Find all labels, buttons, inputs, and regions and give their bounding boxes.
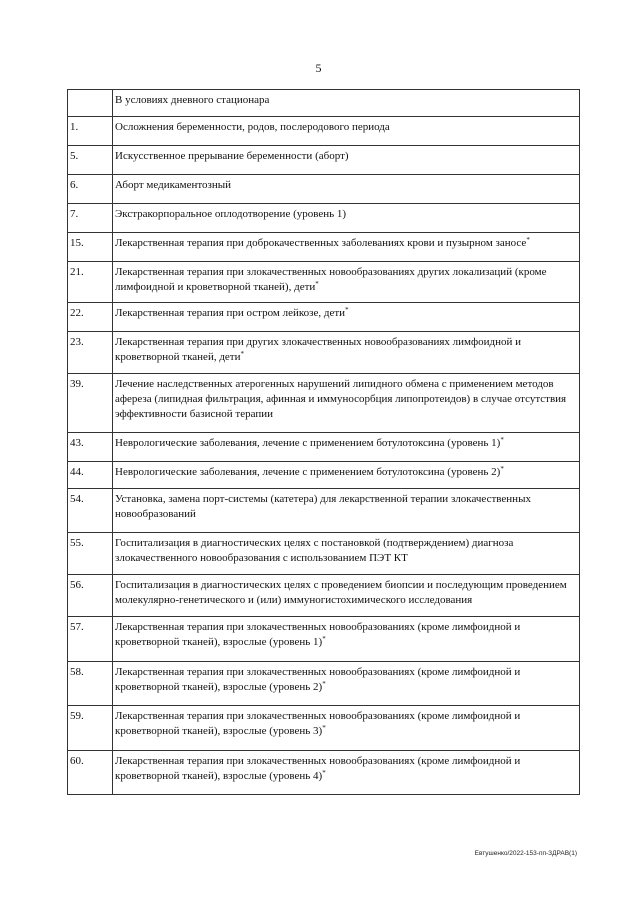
row-number: 43. <box>68 433 113 462</box>
row-description <box>113 617 580 662</box>
table-row <box>68 374 580 433</box>
row-text: Установка, замена порт-системы (катетера) для лекарственной терапии злокачественных новообразований <box>115 493 531 520</box>
table-row <box>68 332 580 374</box>
table-row <box>68 146 580 175</box>
row-number: 54. <box>68 489 113 533</box>
row-number: 56. <box>68 575 113 617</box>
row-description <box>113 706 580 751</box>
row-description <box>113 262 580 303</box>
row-description <box>113 751 580 795</box>
row-description <box>113 433 580 462</box>
footnote-star: * <box>345 306 349 314</box>
row-number: 21. <box>68 262 113 303</box>
table-row <box>68 90 580 117</box>
table-row <box>68 575 580 617</box>
table-row <box>68 204 580 233</box>
document-footer: Евтушенко/2022-153-пп-ЗДРАВ(1) <box>474 850 577 857</box>
row-text: Лекарственная терапия при злокачественных новообразованиях других локализаций (кроме лимфоидной и кроветворной тканей), дети <box>115 266 547 293</box>
row-text: Госпитализация в диагностических целях с постановкой (подтверждением) диагноза злокачественного новообразования с использованием ПЭТ КТ <box>115 537 514 564</box>
table-row <box>68 233 580 262</box>
footnote-star: * <box>526 236 530 244</box>
row-number: 6. <box>68 175 113 204</box>
table-row <box>68 175 580 204</box>
row-text: Аборт медикаментозный <box>115 179 232 191</box>
row-text: Лекарственная терапия при других злокачественных новообразованиях лимфоидной и кроветворной тканей, дети <box>115 336 522 363</box>
row-description <box>113 662 580 706</box>
table-row <box>68 751 580 795</box>
row-text: Неврологические заболевания, лечение с применением ботулотоксина (уровень 1) <box>115 437 501 449</box>
row-text: Экстракорпоральное оплодотворение (уровень 1) <box>115 208 347 220</box>
row-number: 59. <box>68 706 113 751</box>
row-number: 39. <box>68 374 113 433</box>
footnote-star: * <box>322 724 326 732</box>
table-row <box>68 617 580 662</box>
row-text: В условиях дневного стационара <box>115 94 270 106</box>
table-row <box>68 662 580 706</box>
row-number: 57. <box>68 617 113 662</box>
footnote-star: * <box>240 350 245 358</box>
row-number: 7. <box>68 204 113 233</box>
table-row <box>68 489 580 533</box>
table-body <box>68 90 580 795</box>
row-description <box>113 303 580 332</box>
row-description <box>113 204 580 233</box>
row-text: Госпитализация в диагностических целях с проведением биопсии и последующим проведением молекулярно-генетического и (или) иммуногистохимического исследования <box>115 579 567 606</box>
row-description <box>113 175 580 204</box>
row-text: Лекарственная терапия при доброкачественных заболеваниях крови и пузырном заносе <box>115 237 527 249</box>
row-number <box>68 90 113 117</box>
row-number: 22. <box>68 303 113 332</box>
row-number: 44. <box>68 462 113 489</box>
row-text: Лекарственная терапия при злокачественных новообразованиях (кроме лимфоидной и кроветворной тканей), взрослые (уровень 4) <box>115 755 521 782</box>
row-description <box>113 90 580 117</box>
row-text: Осложнения беременности, родов, послеродового периода <box>115 121 390 133</box>
row-description <box>113 462 580 489</box>
table-row <box>68 433 580 462</box>
table-row <box>68 533 580 575</box>
services-table <box>67 89 580 795</box>
row-description <box>113 146 580 175</box>
table-row <box>68 117 580 146</box>
row-number: 23. <box>68 332 113 374</box>
page-number: 5 <box>315 61 322 75</box>
row-text: Лекарственная терапия при злокачественных новообразованиях (кроме лимфоидной и кроветворной тканей), взрослые (уровень 2) <box>115 666 521 693</box>
footnote-star: * <box>500 465 504 473</box>
row-number: 55. <box>68 533 113 575</box>
row-text: Лекарственная терапия при остром лейкозе, дети <box>115 307 346 319</box>
row-description <box>113 374 580 433</box>
footnote-star: * <box>322 635 326 643</box>
row-number: 1. <box>68 117 113 146</box>
row-description <box>113 575 580 617</box>
row-text: Лекарственная терапия при злокачественных новообразованиях (кроме лимфоидной и кроветворной тканей), взрослые (уровень 1) <box>115 621 521 648</box>
row-description <box>113 533 580 575</box>
table-row <box>68 706 580 751</box>
row-number: 5. <box>68 146 113 175</box>
row-text: Лекарственная терапия при злокачественных новообразованиях (кроме лимфоидной и кроветворной тканей), взрослые (уровень 3) <box>115 710 521 737</box>
row-description <box>113 117 580 146</box>
row-description <box>113 233 580 262</box>
footnote-star: * <box>315 280 319 288</box>
row-text: Неврологические заболевания, лечение с применением ботулотоксина (уровень 2) <box>115 466 501 478</box>
row-number: 60. <box>68 751 113 795</box>
row-description <box>113 489 580 533</box>
row-number: 15. <box>68 233 113 262</box>
footnote-star: * <box>322 680 326 688</box>
row-text: Лечение наследственных атерогенных нарушений липидного обмена с применением методов афереза (липидная фильтрация, афинная и иммуносорбция липопротеидов) в случае отсутствия эффективности базисной терапии <box>115 378 567 420</box>
table-row <box>68 262 580 303</box>
row-description <box>113 332 580 374</box>
row-text: Искусственное прерывание беременности (аборт) <box>115 150 349 162</box>
table-row <box>68 462 580 489</box>
row-number: 58. <box>68 662 113 706</box>
footnote-star: * <box>500 436 504 444</box>
table-row <box>68 303 580 332</box>
footnote-star: * <box>322 769 326 777</box>
